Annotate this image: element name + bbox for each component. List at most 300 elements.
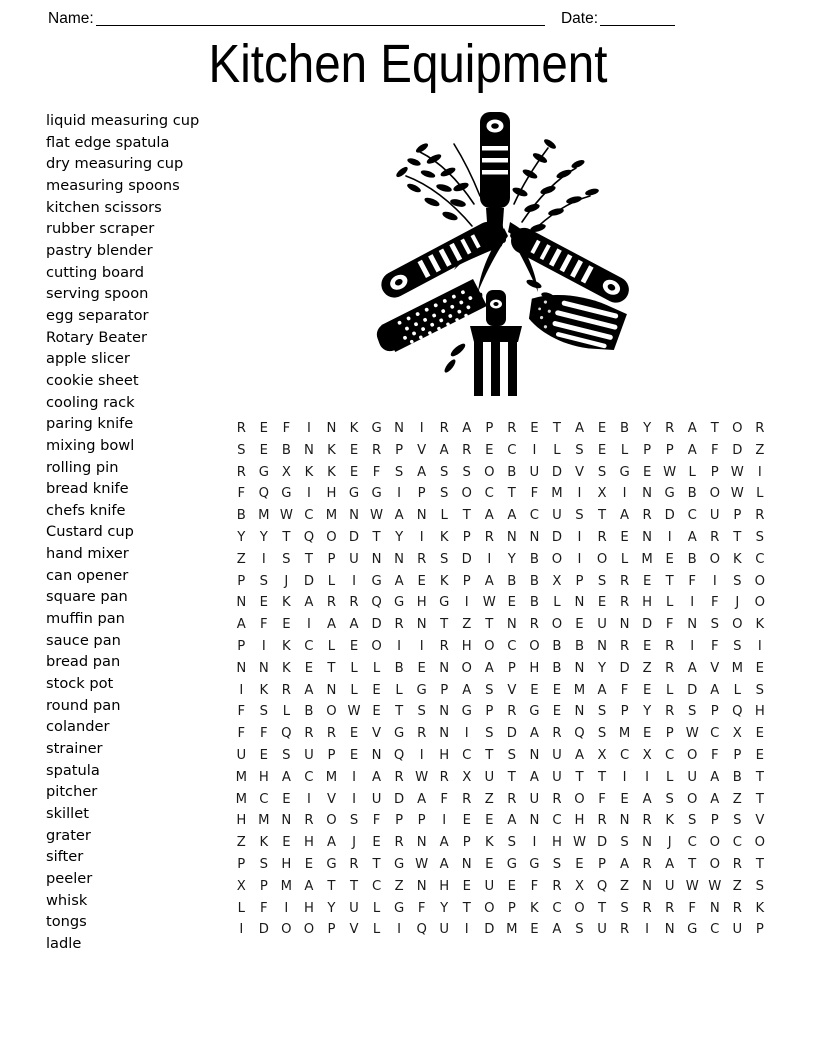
grid-cell[interactable]: G — [439, 595, 450, 611]
word-list-item[interactable]: Custard cup — [46, 523, 134, 541]
grid-cell[interactable]: B — [394, 660, 404, 676]
grid-cell[interactable]: V — [574, 464, 584, 480]
word-list-item[interactable]: dry measuring cup — [46, 155, 184, 173]
grid-cell[interactable]: I — [442, 813, 447, 829]
grid-cell[interactable]: N — [506, 529, 517, 545]
grid-cell[interactable]: O — [732, 421, 743, 436]
grid-cell[interactable]: S — [575, 508, 584, 524]
grid-cell[interactable]: S — [688, 704, 697, 720]
grid-cell[interactable]: P — [507, 900, 516, 916]
grid-cell[interactable]: D — [551, 464, 562, 480]
grid-cell[interactable]: W — [685, 878, 699, 894]
grid-cell[interactable]: A — [597, 682, 607, 698]
grid-cell[interactable]: L — [372, 900, 381, 916]
grid-cell[interactable]: Q — [303, 529, 315, 545]
grid-cell[interactable]: X — [462, 769, 472, 785]
grid-cell[interactable]: U — [709, 508, 720, 524]
grid-cell[interactable]: T — [395, 704, 404, 720]
grid-cell[interactable]: L — [620, 442, 629, 458]
grid-cell[interactable]: A — [574, 747, 584, 763]
grid-cell[interactable]: K — [755, 900, 765, 916]
grid-cell[interactable]: R — [552, 726, 562, 742]
grid-cell[interactable]: A — [462, 682, 472, 698]
grid-cell[interactable]: S — [755, 878, 765, 894]
grid-cell[interactable]: K — [259, 835, 269, 851]
grid-cell[interactable]: E — [755, 660, 765, 676]
grid-cell[interactable]: T — [440, 617, 449, 633]
grid-cell[interactable]: L — [553, 595, 561, 611]
grid-cell[interactable]: F — [282, 421, 291, 436]
grid-cell[interactable]: H — [551, 835, 562, 851]
grid-cell[interactable]: O — [754, 595, 766, 611]
grid-cell[interactable]: L — [327, 573, 336, 589]
grid-cell[interactable]: C — [529, 508, 539, 524]
grid-cell[interactable]: X — [236, 878, 246, 894]
word-list-item[interactable]: hand mixer — [46, 545, 129, 563]
grid-cell[interactable]: E — [349, 442, 359, 458]
grid-cell[interactable]: D — [371, 617, 382, 633]
grid-cell[interactable]: Y — [440, 900, 449, 916]
grid-cell[interactable]: P — [620, 704, 629, 720]
grid-cell[interactable]: A — [687, 421, 697, 436]
grid-cell[interactable]: E — [552, 682, 562, 698]
grid-cell[interactable]: P — [710, 464, 719, 480]
grid-cell[interactable]: T — [575, 769, 584, 785]
grid-cell[interactable]: N — [529, 747, 540, 763]
grid-cell[interactable]: P — [665, 726, 674, 742]
grid-cell[interactable]: A — [439, 835, 449, 851]
grid-cell[interactable]: D — [258, 922, 269, 938]
grid-cell[interactable]: F — [417, 900, 426, 916]
grid-cell[interactable]: L — [756, 486, 764, 502]
grid-cell[interactable]: U — [552, 747, 562, 763]
grid-cell[interactable]: U — [484, 878, 495, 894]
grid-cell[interactable]: K — [327, 442, 336, 458]
grid-cell[interactable]: J — [284, 573, 289, 589]
grid-cell[interactable]: S — [688, 813, 697, 829]
grid-cell[interactable]: I — [667, 529, 672, 545]
grid-cell[interactable]: E — [642, 726, 652, 742]
grid-cell[interactable]: W — [347, 704, 361, 720]
grid-cell[interactable]: J — [667, 835, 672, 851]
grid-cell[interactable]: E — [282, 791, 291, 807]
grid-cell[interactable]: W — [663, 464, 677, 480]
grid-cell[interactable]: O — [754, 835, 766, 851]
grid-cell[interactable]: P — [259, 878, 268, 894]
grid-cell[interactable]: S — [440, 464, 449, 480]
grid-cell[interactable]: A — [394, 508, 404, 524]
grid-cell[interactable]: C — [304, 508, 314, 524]
grid-cell[interactable]: N — [394, 421, 405, 436]
grid-cell[interactable]: X — [574, 878, 584, 894]
grid-cell[interactable]: R — [507, 791, 517, 807]
grid-cell[interactable]: U — [529, 791, 540, 807]
grid-cell[interactable]: P — [485, 704, 494, 720]
grid-cell[interactable]: Q — [393, 747, 405, 763]
grid-cell[interactable]: A — [687, 660, 697, 676]
grid-cell[interactable]: P — [598, 856, 606, 872]
grid-cell[interactable]: R — [597, 529, 607, 545]
word-list-item[interactable]: apple slicer — [46, 350, 130, 368]
grid-cell[interactable]: K — [665, 813, 674, 829]
grid-cell[interactable]: N — [574, 704, 585, 720]
grid-cell[interactable]: C — [304, 638, 314, 654]
grid-cell[interactable]: T — [485, 617, 494, 633]
grid-cell[interactable]: A — [349, 617, 359, 633]
grid-cell[interactable]: U — [371, 791, 382, 807]
grid-cell[interactable]: H — [529, 660, 540, 676]
grid-cell[interactable]: O — [574, 791, 585, 807]
grid-cell[interactable]: R — [326, 595, 337, 611]
grid-cell[interactable]: P — [710, 813, 719, 829]
grid-cell[interactable]: R — [619, 573, 630, 589]
grid-cell[interactable]: H — [574, 813, 585, 829]
grid-cell[interactable]: D — [619, 660, 630, 676]
grid-cell[interactable]: O — [484, 464, 495, 480]
grid-cell[interactable]: O — [709, 856, 720, 872]
grid-cell[interactable]: V — [755, 813, 765, 829]
grid-cell[interactable]: S — [597, 704, 607, 720]
grid-cell[interactable]: L — [665, 769, 674, 785]
grid-cell[interactable]: L — [372, 922, 381, 938]
grid-cell[interactable]: I — [261, 551, 266, 567]
grid-cell[interactable]: N — [574, 660, 585, 676]
grid-cell[interactable]: G — [371, 421, 382, 436]
grid-cell[interactable]: L — [350, 682, 358, 698]
grid-cell[interactable]: T — [688, 856, 697, 872]
grid-cell[interactable]: A — [507, 813, 517, 829]
word-list-item[interactable]: square pan — [46, 588, 128, 606]
grid-cell[interactable]: C — [755, 551, 765, 567]
grid-cell[interactable]: M — [506, 922, 518, 938]
grid-cell[interactable]: F — [665, 617, 674, 633]
grid-cell[interactable]: K — [282, 595, 291, 611]
grid-cell[interactable]: R — [732, 856, 742, 872]
grid-cell[interactable]: R — [552, 791, 562, 807]
grid-cell[interactable]: R — [665, 660, 675, 676]
grid-cell[interactable]: A — [687, 442, 697, 458]
grid-cell[interactable]: R — [529, 617, 539, 633]
word-list-item[interactable]: measuring spoons — [46, 176, 180, 194]
grid-cell[interactable]: N — [529, 813, 540, 829]
grid-cell[interactable]: A — [304, 878, 314, 894]
grid-cell[interactable]: Y — [507, 551, 516, 567]
grid-cell[interactable]: U — [304, 747, 314, 763]
grid-cell[interactable]: C — [687, 508, 697, 524]
grid-cell[interactable]: F — [620, 682, 629, 698]
grid-cell[interactable]: T — [372, 529, 381, 545]
grid-cell[interactable]: S — [597, 726, 607, 742]
grid-cell[interactable]: U — [439, 922, 450, 938]
grid-cell[interactable]: S — [620, 900, 629, 916]
grid-cell[interactable]: T — [372, 856, 381, 872]
grid-cell[interactable]: V — [372, 726, 382, 742]
grid-cell[interactable]: B — [529, 595, 539, 611]
grid-cell[interactable]: F — [710, 638, 719, 654]
grid-cell[interactable]: G — [664, 486, 675, 502]
grid-cell[interactable]: R — [552, 878, 562, 894]
grid-cell[interactable]: A — [372, 769, 382, 785]
grid-cell[interactable]: K — [732, 551, 742, 567]
grid-cell[interactable]: X — [552, 573, 562, 589]
grid-cell[interactable]: I — [532, 442, 537, 458]
grid-cell[interactable]: Y — [259, 529, 268, 545]
grid-cell[interactable]: T — [597, 769, 607, 785]
word-list-item[interactable]: round pan — [46, 696, 121, 714]
grid-cell[interactable]: I — [757, 638, 762, 654]
grid-cell[interactable]: O — [529, 638, 540, 654]
grid-cell[interactable]: P — [575, 573, 584, 589]
grid-cell[interactable]: D — [732, 442, 743, 458]
word-list-item[interactable]: colander — [46, 718, 110, 736]
grid-cell[interactable]: F — [688, 573, 696, 589]
grid-cell[interactable]: C — [304, 769, 314, 785]
grid-cell[interactable]: R — [665, 704, 675, 720]
word-list-item[interactable]: bread pan — [46, 653, 121, 671]
word-list-item[interactable]: muffin pan — [46, 610, 125, 628]
word-list-item[interactable]: strainer — [46, 740, 103, 758]
grid-cell[interactable]: L — [350, 660, 358, 676]
grid-cell[interactable]: N — [326, 421, 337, 436]
grid-cell[interactable]: O — [303, 922, 315, 938]
grid-cell[interactable]: Y — [327, 900, 336, 916]
grid-cell[interactable]: Q — [371, 595, 382, 611]
grid-cell[interactable]: E — [665, 551, 674, 567]
grid-cell[interactable]: Z — [732, 791, 742, 807]
word-list-item[interactable]: can opener — [46, 566, 129, 584]
grid-cell[interactable]: I — [419, 421, 424, 436]
grid-cell[interactable]: P — [755, 922, 764, 938]
grid-cell[interactable]: T — [507, 486, 516, 502]
grid-cell[interactable]: R — [281, 682, 291, 698]
grid-cell[interactable]: A — [687, 529, 697, 545]
grid-cell[interactable]: N — [439, 726, 450, 742]
grid-cell[interactable]: S — [394, 464, 404, 480]
grid-cell[interactable]: E — [372, 835, 381, 851]
grid-cell[interactable]: N — [303, 442, 314, 458]
grid-cell[interactable]: E — [282, 835, 291, 851]
grid-cell[interactable]: E — [485, 856, 494, 872]
grid-cell[interactable]: E — [575, 617, 584, 633]
grid-cell[interactable]: K — [282, 638, 291, 654]
grid-cell[interactable]: D — [687, 682, 698, 698]
grid-cell[interactable]: I — [239, 922, 244, 938]
grid-cell[interactable]: D — [506, 726, 517, 742]
grid-cell[interactable]: R — [619, 638, 630, 654]
grid-cell[interactable]: M — [235, 769, 247, 785]
grid-cell[interactable]: N — [529, 529, 540, 545]
grid-cell[interactable]: R — [349, 595, 359, 611]
grid-cell[interactable]: R — [371, 442, 382, 458]
grid-cell[interactable]: V — [417, 442, 427, 458]
grid-cell[interactable]: S — [440, 486, 449, 502]
grid-cell[interactable]: E — [642, 464, 652, 480]
word-list-item[interactable]: egg separator — [46, 306, 149, 324]
grid-cell[interactable]: R — [326, 726, 337, 742]
grid-cell[interactable]: L — [665, 682, 674, 698]
grid-cell[interactable]: C — [259, 791, 269, 807]
grid-cell[interactable]: C — [665, 747, 675, 763]
grid-cell[interactable]: R — [394, 769, 404, 785]
grid-cell[interactable]: I — [712, 573, 717, 589]
grid-cell[interactable]: F — [710, 747, 719, 763]
grid-cell[interactable]: G — [393, 856, 405, 872]
grid-cell[interactable]: Y — [395, 529, 404, 545]
grid-cell[interactable]: R — [642, 508, 652, 524]
grid-cell[interactable]: D — [484, 922, 495, 938]
grid-cell[interactable]: U — [597, 922, 607, 938]
grid-cell[interactable]: R — [304, 726, 314, 742]
grid-cell[interactable]: S — [485, 726, 494, 742]
grid-cell[interactable]: P — [327, 747, 336, 763]
grid-cell[interactable]: S — [259, 856, 268, 872]
grid-cell[interactable]: U — [664, 878, 675, 894]
grid-cell[interactable]: P — [462, 573, 471, 589]
grid-cell[interactable]: M — [573, 682, 586, 698]
grid-cell[interactable]: E — [462, 813, 471, 829]
grid-cell[interactable]: R — [462, 791, 472, 807]
grid-cell[interactable]: N — [416, 835, 427, 851]
grid-cell[interactable]: P — [327, 551, 336, 567]
grid-cell[interactable]: H — [236, 813, 247, 829]
grid-cell[interactable]: J — [735, 595, 740, 611]
grid-cell[interactable]: F — [710, 442, 719, 458]
grid-cell[interactable]: W — [482, 595, 496, 611]
grid-cell[interactable]: O — [596, 551, 608, 567]
grid-cell[interactable]: E — [485, 442, 494, 458]
grid-cell[interactable]: A — [710, 682, 720, 698]
grid-cell[interactable]: G — [281, 486, 292, 502]
grid-cell[interactable]: P — [485, 421, 494, 436]
grid-cell[interactable]: X — [642, 747, 652, 763]
grid-cell[interactable]: O — [551, 617, 563, 633]
word-list-item[interactable]: sauce pan — [46, 631, 121, 649]
grid-cell[interactable]: R — [394, 617, 404, 633]
grid-cell[interactable]: I — [577, 551, 582, 567]
grid-cell[interactable]: F — [260, 617, 268, 633]
grid-cell[interactable]: T — [755, 856, 764, 872]
grid-cell[interactable]: S — [462, 464, 471, 480]
grid-cell[interactable]: R — [417, 551, 427, 567]
grid-cell[interactable]: Q — [732, 704, 743, 720]
grid-cell[interactable]: Q — [416, 922, 427, 938]
grid-cell[interactable]: I — [419, 529, 424, 545]
grid-cell[interactable]: L — [237, 900, 245, 916]
grid-cell[interactable]: T — [665, 573, 674, 589]
grid-cell[interactable]: A — [710, 769, 720, 785]
grid-cell[interactable]: N — [258, 660, 269, 676]
grid-cell[interactable]: S — [349, 813, 359, 829]
grid-cell[interactable]: Y — [643, 704, 652, 720]
grid-cell[interactable]: D — [394, 791, 405, 807]
grid-cell[interactable]: I — [464, 726, 469, 742]
grid-cell[interactable]: T — [710, 421, 719, 436]
grid-cell[interactable]: H — [303, 835, 314, 851]
grid-cell[interactable]: N — [371, 747, 382, 763]
grid-cell[interactable]: P — [462, 529, 471, 545]
grid-cell[interactable]: Z — [462, 617, 472, 633]
grid-cell[interactable]: T — [462, 900, 471, 916]
grid-cell[interactable]: L — [282, 704, 291, 720]
grid-cell[interactable]: E — [620, 529, 629, 545]
grid-cell[interactable]: R — [642, 813, 652, 829]
grid-cell[interactable]: E — [642, 573, 652, 589]
grid-cell[interactable]: C — [710, 922, 720, 938]
grid-cell[interactable]: P — [417, 486, 426, 502]
grid-cell[interactable]: A — [417, 464, 427, 480]
grid-cell[interactable]: O — [484, 638, 495, 654]
grid-cell[interactable]: I — [622, 769, 627, 785]
grid-cell[interactable]: N — [574, 595, 585, 611]
grid-cell[interactable]: L — [395, 682, 403, 698]
grid-cell[interactable]: G — [371, 573, 382, 589]
grid-cell[interactable]: U — [349, 900, 359, 916]
grid-cell[interactable]: S — [755, 529, 765, 545]
grid-cell[interactable]: L — [688, 464, 696, 480]
grid-cell[interactable]: R — [665, 638, 675, 654]
grid-cell[interactable]: I — [577, 486, 582, 502]
grid-cell[interactable]: R — [619, 595, 630, 611]
grid-cell[interactable]: I — [487, 551, 492, 567]
grid-cell[interactable]: U — [552, 508, 562, 524]
grid-cell[interactable]: D — [461, 551, 472, 567]
grid-cell[interactable]: L — [553, 442, 561, 458]
grid-cell[interactable]: Q — [574, 726, 585, 742]
grid-cell[interactable]: I — [306, 421, 311, 436]
grid-cell[interactable]: I — [577, 529, 582, 545]
grid-cell[interactable]: Q — [281, 726, 292, 742]
grid-cell[interactable]: I — [352, 769, 356, 785]
grid-cell[interactable]: E — [597, 595, 607, 611]
grid-cell[interactable]: R — [439, 769, 449, 785]
grid-cell[interactable]: W — [415, 769, 429, 785]
grid-cell[interactable]: C — [552, 813, 562, 829]
grid-cell[interactable]: N — [416, 508, 427, 524]
grid-cell[interactable]: E — [597, 442, 607, 458]
grid-cell[interactable]: A — [439, 442, 449, 458]
grid-cell[interactable]: Q — [596, 878, 608, 894]
grid-cell[interactable]: E — [507, 595, 516, 611]
grid-cell[interactable]: O — [687, 747, 698, 763]
grid-cell[interactable]: I — [397, 486, 402, 502]
grid-cell[interactable]: G — [416, 682, 427, 698]
grid-cell[interactable]: M — [258, 813, 270, 829]
grid-cell[interactable]: O — [687, 791, 698, 807]
grid-cell[interactable]: I — [690, 595, 695, 611]
word-list-item[interactable]: tongs — [46, 913, 87, 931]
grid-cell[interactable]: O — [326, 704, 337, 720]
grid-cell[interactable]: R — [755, 508, 765, 524]
grid-cell[interactable]: E — [620, 791, 629, 807]
grid-cell[interactable]: R — [507, 421, 517, 436]
grid-cell[interactable]: R — [417, 726, 427, 742]
grid-cell[interactable]: N — [597, 638, 607, 654]
grid-cell[interactable]: S — [665, 791, 674, 807]
grid-cell[interactable]: I — [397, 922, 402, 938]
grid-cell[interactable]: O — [574, 900, 585, 916]
grid-cell[interactable]: T — [304, 551, 313, 567]
word-list-item[interactable]: bread knife — [46, 480, 129, 498]
grid-cell[interactable]: S — [259, 573, 268, 589]
grid-cell[interactable]: X — [732, 726, 742, 742]
grid-cell[interactable]: C — [619, 747, 630, 763]
grid-cell[interactable]: Z — [642, 660, 652, 676]
grid-cell[interactable]: R — [394, 835, 404, 851]
grid-cell[interactable]: I — [419, 638, 424, 654]
grid-cell[interactable]: G — [326, 856, 337, 872]
word-list-item[interactable]: rolling pin — [46, 458, 119, 476]
grid-cell[interactable]: X — [597, 747, 607, 763]
